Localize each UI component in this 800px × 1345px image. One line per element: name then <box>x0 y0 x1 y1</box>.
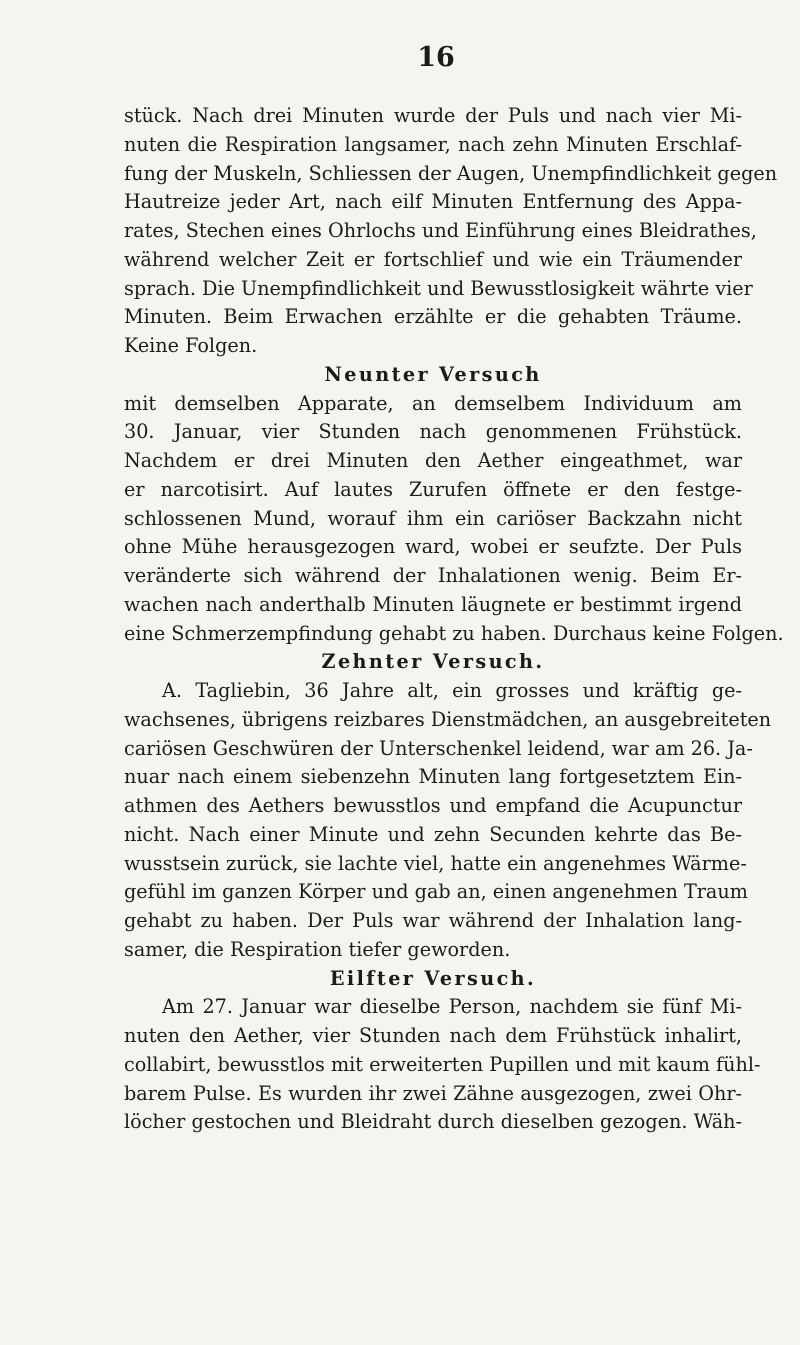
text-line: während welcher Zeit er fortschlief und wie ein Träumender <box>124 247 742 271</box>
text-line: nuten die Respiration langsamer, nach zehn Minuten Erschlaf- <box>124 132 742 156</box>
text-line: rates, Stechen eines Ohrlochs und Einführung eines Bleidrathes, <box>124 219 757 242</box>
text-line: schlossenen Mund, worauf ihm ein cariöser Backzahn nicht <box>124 506 742 530</box>
text-line: athmen des Aethers bewusstlos und empfand die Acupunctur <box>124 794 742 817</box>
text-line: stück. Nach drei Minuten wurde der Puls und nach vier Mi- <box>124 104 742 127</box>
text-line: veränderte sich während der Inhalationen wenig. Beim Er- <box>124 564 742 587</box>
text-line: wachen nach anderthalb Minuten läugnete er bestimmt irgend <box>124 592 742 616</box>
text-line: barem Pulse. Es wurden ihr zwei Zähne ausgezogen, zwei Ohr- <box>124 1081 742 1105</box>
text-line: löcher gestochen und Bleidraht durch dieselben gezogen. Wäh- <box>124 1110 742 1134</box>
section-heading: Zehnter Versuch. <box>321 650 545 674</box>
paragraph-first-line: Am 27. Januar war dieselbe Person, nachdem sie fünf Mi- <box>162 995 742 1019</box>
paragraph-first-line: A. Tagliebin, 36 Jahre alt, ein grosses und kräftig ge- <box>162 679 742 702</box>
book-page <box>124 38 784 1137</box>
text-line: mit demselben Apparate, an demselbem Individuum am <box>124 391 742 415</box>
text-line: sprach. Die Unempfindlichkeit und Bewusstlosigkeit währte vier <box>124 276 753 300</box>
text-line: gefühl im ganzen Körper und gab an, einen angenehmen Traum <box>124 880 748 904</box>
text-line: collabirt, bewusstlos mit erweiterten Pupillen und mit kaum fühl- <box>124 1052 761 1076</box>
text-line: er narcotisirt. Auf lautes Zurufen öffnete er den festge- <box>124 477 742 501</box>
text-line: nuten den Aether, vier Stunden nach dem Frühstück inhalirt, <box>124 1024 742 1047</box>
text-line: eine Schmerzempfindung gehabt zu haben. Durchaus keine Folgen. <box>124 621 784 645</box>
body-text <box>124 102 784 1137</box>
text-line: 30. Januar, vier Stunden nach genommenen Frühstück. <box>124 420 742 444</box>
text-line: cariösen Geschwüren der Unterschenkel leidend, war am 26. Ja- <box>124 736 753 760</box>
paragraph-last-line: Keine Folgen. <box>124 334 258 357</box>
text-line: ohne Mühe herausgezogen ward, wobei er seufzte. Der Puls <box>124 535 742 559</box>
paragraph-last-line: samer, die Respiration tiefer geworden. <box>124 937 511 961</box>
text-line: fung der Muskeln, Schliessen der Augen, Unempfindlichkeit gegen <box>124 161 778 185</box>
section-heading: Eilfter Versuch. <box>329 966 537 990</box>
text-line: wachsenes, übrigens reizbares Dienstmädchen, an ausgebreiteten <box>124 707 772 731</box>
text-line: Nachdem er drei Minuten den Aether eingeathmet, war <box>124 449 742 472</box>
text-line: nicht. Nach einer Minute und zehn Secunden kehrte das Be- <box>124 822 742 846</box>
page-number: 16 <box>417 42 455 73</box>
section-heading: Neunter Versuch <box>324 362 542 386</box>
text-line: Minuten. Beim Erwachen erzählte er die gehabten Träume. <box>124 305 742 329</box>
text-line: nuar nach einem siebenzehn Minuten lang fortgesetztem Ein- <box>124 765 742 789</box>
text-line: Hautreize jeder Art, nach eilf Minuten Entfernung des Appa- <box>124 190 742 214</box>
text-line: gehabt zu haben. Der Puls war während der Inhalation lang- <box>124 909 742 932</box>
text-line: wusstsein zurück, sie lachte viel, hatte ein angenehmes Wärme- <box>124 851 747 875</box>
